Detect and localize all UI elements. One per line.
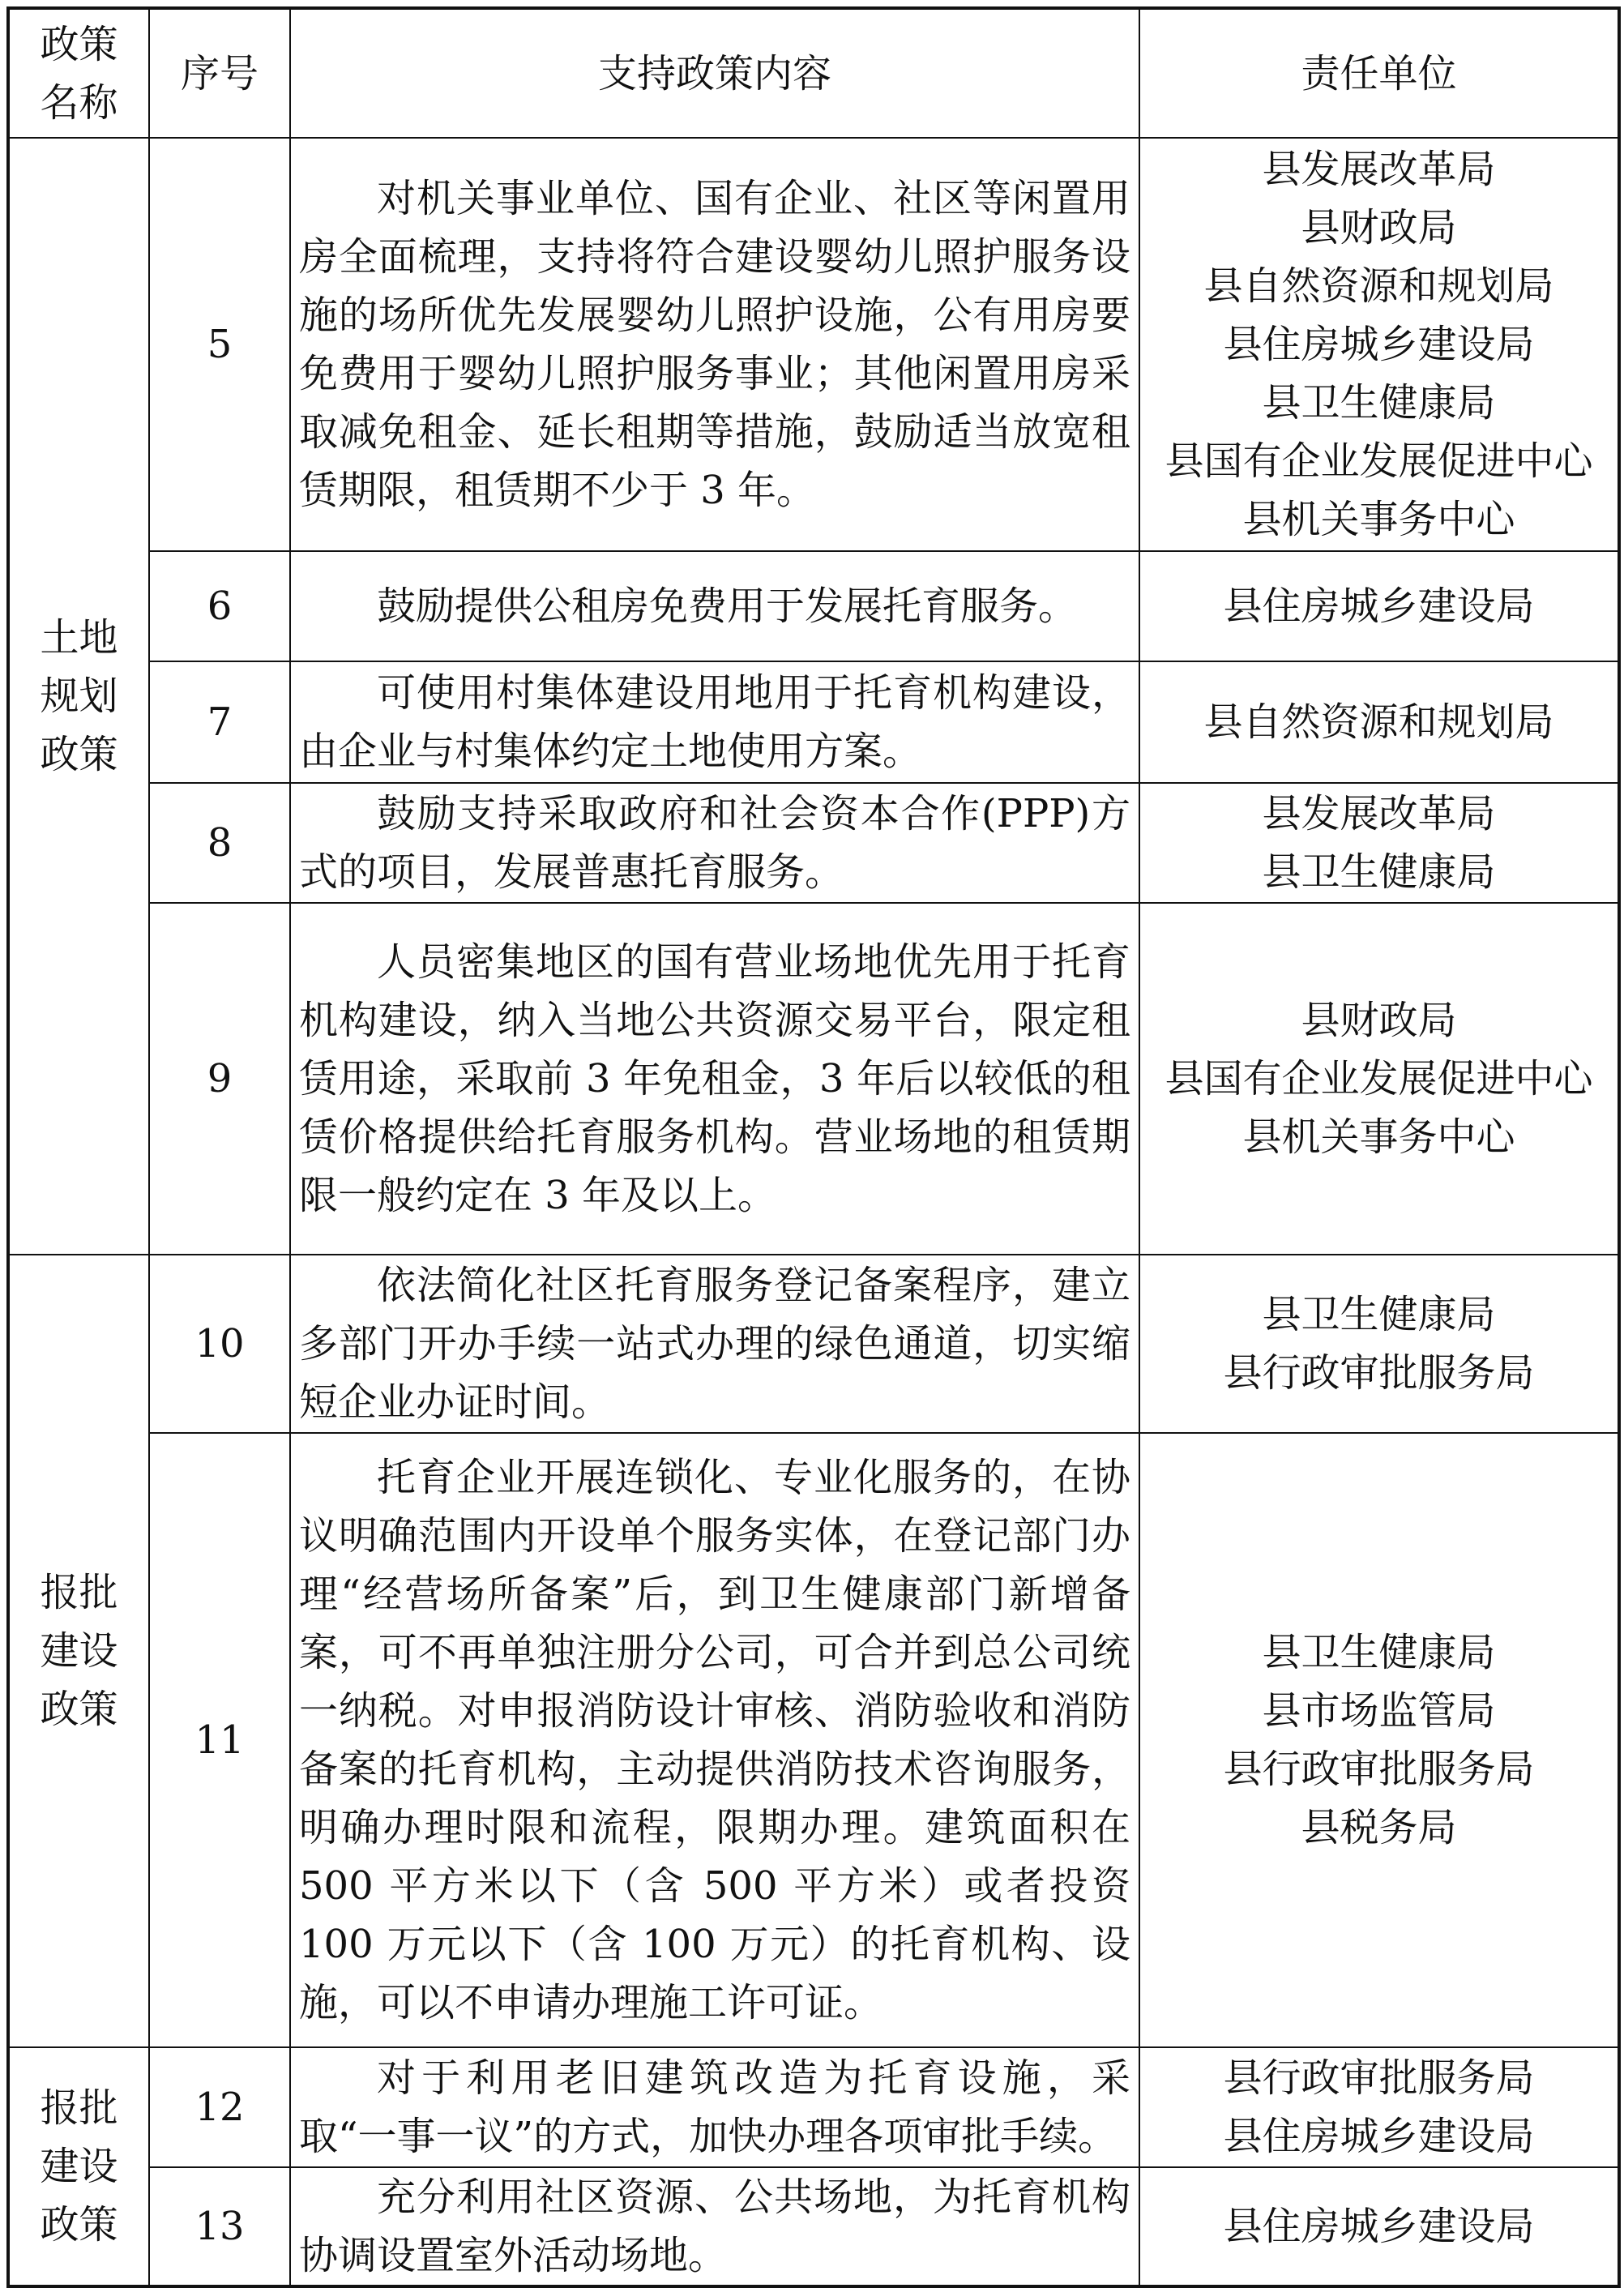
category-land-planning: 土地 规划 政策 bbox=[8, 138, 149, 1255]
row-units: 县行政审批服务局 县住房城乡建设局 bbox=[1139, 2047, 1619, 2167]
row-units: 县自然资源和规划局 bbox=[1139, 661, 1619, 783]
policy-table bbox=[6, 6, 1621, 2288]
table-row bbox=[8, 783, 1619, 903]
table-row bbox=[8, 2167, 1619, 2286]
row-content: 鼓励提供公租房免费用于发展托育服务。 bbox=[290, 551, 1139, 661]
row-seq: 5 bbox=[149, 138, 290, 551]
header-content: 支持政策内容 bbox=[290, 8, 1139, 138]
row-content: 对机关事业单位、国有企业、社区等闲置用房全面梳理，支持将符合建设婴幼儿照护服务设施的场所优先发展婴幼儿照护设施，公有用房要免费用于婴幼儿照护服务事业；其他闲置用房采取减免租金、延长租期等措施，鼓励适当放宽租赁期限，租赁期不少于 3 年。 bbox=[290, 138, 1139, 551]
row-content: 鼓励支持采取政府和社会资本合作(PPP)方式的项目，发展普惠托育服务。 bbox=[290, 783, 1139, 903]
row-seq: 10 bbox=[149, 1255, 290, 1433]
row-units: 县发展改革局 县财政局 县自然资源和规划局 县住房城乡建设局 县卫生健康局 县国有企业发展促进中心 县机关事务中心 bbox=[1139, 138, 1619, 551]
header-policy-name: 政策 名称 bbox=[8, 8, 149, 138]
table-row bbox=[8, 1255, 1619, 1433]
table-row bbox=[8, 2047, 1619, 2167]
table-row bbox=[8, 551, 1619, 661]
row-content: 依法简化社区托育服务登记备案程序，建立多部门开办手续一站式办理的绿色通道，切实缩短企业办证时间。 bbox=[290, 1255, 1139, 1433]
table-row bbox=[8, 903, 1619, 1255]
row-seq: 12 bbox=[149, 2047, 290, 2167]
row-seq: 11 bbox=[149, 1433, 290, 2047]
row-content: 对于利用老旧建筑改造为托育设施，采取“一事一议”的方式，加快办理各项审批手续。 bbox=[290, 2047, 1139, 2167]
row-seq: 6 bbox=[149, 551, 290, 661]
row-units: 县发展改革局 县卫生健康局 bbox=[1139, 783, 1619, 903]
row-content: 托育企业开展连锁化、专业化服务的，在协议明确范围内开设单个服务实体，在登记部门办理“经营场所备案”后，到卫生健康部门新增备案，可不再单独注册分公司，可合并到总公司统一纳税。对申报消防设计审核、消防验收和消防备案的托育机构，主动提供消防技术咨询服务，明确办理时限和流程，限期办理。建筑面积在 500 平方米以下（含 500 平方米）或者投资 100 万元以下（含 100 万元）的托育机构、设施，可以不申请办理施工许可证。 bbox=[290, 1433, 1139, 2047]
row-seq: 9 bbox=[149, 903, 290, 1255]
table-row bbox=[8, 138, 1619, 551]
row-units: 县财政局 县国有企业发展促进中心 县机关事务中心 bbox=[1139, 903, 1619, 1255]
table-row bbox=[8, 661, 1619, 783]
table-header-row bbox=[8, 8, 1619, 138]
row-units: 县住房城乡建设局 bbox=[1139, 2167, 1619, 2286]
category-approval-construction: 报批 建设 政策 bbox=[8, 1255, 149, 2047]
table-row bbox=[8, 1433, 1619, 2047]
row-content: 充分利用社区资源、公共场地，为托育机构协调设置室外活动场地。 bbox=[290, 2167, 1139, 2286]
category-approval-construction-2: 报批 建设 政策 bbox=[8, 2047, 149, 2286]
row-content: 人员密集地区的国有营业场地优先用于托育机构建设，纳入当地公共资源交易平台，限定租赁用途，采取前 3 年免租金，3 年后以较低的租赁价格提供给托育服务机构。营业场地的租赁期限一般约定在 3 年及以上。 bbox=[290, 903, 1139, 1255]
row-units: 县卫生健康局 县行政审批服务局 bbox=[1139, 1255, 1619, 1433]
row-seq: 7 bbox=[149, 661, 290, 783]
header-unit: 责任单位 bbox=[1139, 8, 1619, 138]
row-units: 县住房城乡建设局 bbox=[1139, 551, 1619, 661]
row-seq: 8 bbox=[149, 783, 290, 903]
header-seq: 序号 bbox=[149, 8, 290, 138]
row-content: 可使用村集体建设用地用于托育机构建设，由企业与村集体约定土地使用方案。 bbox=[290, 661, 1139, 783]
row-seq: 13 bbox=[149, 2167, 290, 2286]
row-units: 县卫生健康局 县市场监管局 县行政审批服务局 县税务局 bbox=[1139, 1433, 1619, 2047]
